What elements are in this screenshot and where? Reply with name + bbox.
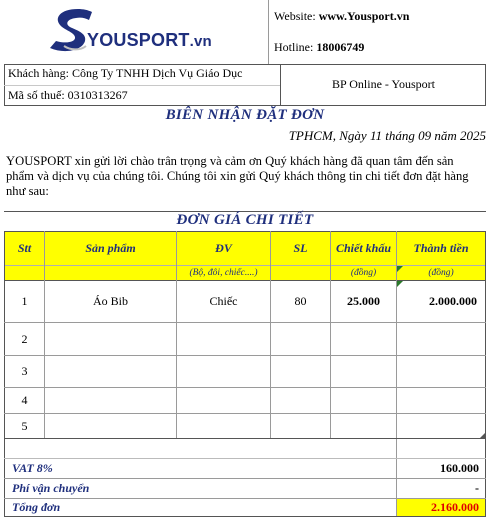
row-2-stt: 2 [21,331,28,346]
website-line: Website: www.Yousport.vn [274,9,410,23]
receipt-date: TPHCM, Ngày 11 tháng 09 năm 2025 [288,128,486,143]
company-logo [48,6,238,58]
subheader-discount: (đồng) [350,268,377,278]
row-1-unit[interactable]: Chiếc [209,294,238,308]
shipping-label: Phí vận chuyển [12,481,90,495]
row-4-stt: 4 [21,393,28,407]
header-unit: ĐV [215,241,232,255]
row-3-stt: 3 [21,364,28,378]
row-1-product[interactable]: Áo Bib [92,294,128,308]
customer-department: BP Online - Yousport [332,77,435,91]
total-value: 2.160.000 [397,499,485,516]
row-1-amount[interactable]: 2.000.000 [429,294,477,308]
vat-value: 160.000 [440,461,479,475]
logo-wordmark: YOUSPORT.vn [87,30,212,50]
hotline-number[interactable]: 18006749 [316,40,365,54]
header-product: Sản phẩm [85,241,136,255]
subheader-unit: (Bộ, đôi, chiếc....) [189,268,258,278]
website-link[interactable]: www.Yousport.vn [318,9,410,23]
customer-tax-id: Mã số thuế: 0310313267 [8,88,128,102]
empty-rows-area[interactable] [45,323,485,438]
header-qty: SL [293,241,308,255]
row-1-stt: 1 [21,294,28,308]
row-5-stt: 5 [21,418,28,433]
header-amount: Thành tiền [413,241,469,255]
table-title: ĐƠN GIÁ CHI TIẾT [176,212,314,228]
customer-name: Khách hàng: Công Ty TNHH Dịch Vụ Giáo Dục [8,66,243,80]
row-1-discount[interactable]: 25.000 [347,294,380,308]
row-1-qty[interactable]: 80 [294,294,307,308]
receipt-title: BIÊN NHẬN ĐẶT ĐƠN [165,107,325,123]
header-discount: Chiết khấu [335,241,392,255]
total-label: Tổng đơn [12,500,61,514]
vat-label: VAT 8% [12,461,53,475]
hotline-line: Hotline: 18006749 [274,40,365,54]
subheader-amount: (đồng) [428,268,454,278]
header-stt: Stt [17,241,32,255]
comment-marker-icon [397,266,403,272]
resize-handle-icon[interactable] [480,432,486,438]
receipt-intro: YOUSPORT xin gửi lời chào trân trọng và cảm ơn Quý khách hàng đã quan tâm đến sản phẩm và dịch vụ của chúng tôi. Chúng tôi xin gửi Quý khách thông tin chi tiết đơn đặt hàng như sau: [6,154,469,198]
shipping-value: - [475,481,479,495]
